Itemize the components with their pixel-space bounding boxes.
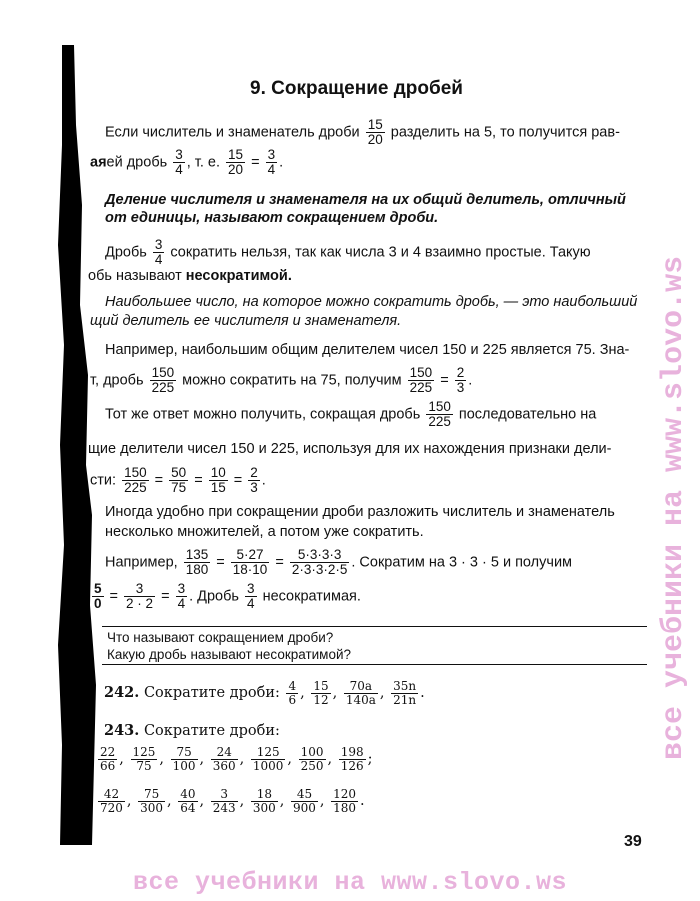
fraction: $\frac{24}{360}$	[212, 745, 236, 773]
fraction: $\frac{45}{900}$	[293, 787, 316, 815]
side-watermark	[645, 0, 695, 770]
fraction: $\frac{2}{3}$	[250, 465, 258, 496]
fraction: $\frac{5\cdot 27}{18\cdot 10}$	[232, 547, 268, 578]
paragraph-line: обь называют несократимой.	[88, 268, 292, 284]
fraction: $\frac{3}{2 \cdot 2}$	[126, 581, 154, 612]
question-line: Что называют сокращением дроби?	[107, 630, 334, 645]
fraction: $\frac{15}{20}$	[367, 117, 383, 148]
paragraph-line: несколько множителей, а потом уже сократить.	[105, 524, 424, 540]
paragraph-line: щие делители чисел 150 и 225, используя для их нахождения признаки дели-	[88, 441, 612, 457]
definition-line: Деление числителя и знаменателя на их общий делитель, отличный	[105, 192, 626, 208]
fraction: $\frac{3}{243}$	[212, 787, 236, 815]
fraction: $\frac{2}{3}$	[456, 365, 465, 396]
fraction: $\frac{5}{0}$	[94, 581, 102, 612]
fraction: $\frac{75}{100}$	[172, 745, 196, 773]
fraction: $\frac{120}{180}$	[333, 787, 357, 815]
definition-line: от единицы, называют сокращением дроби.	[105, 210, 439, 226]
bottom-watermark: все учебники на www.slovo.ws	[132, 868, 568, 897]
exercise-243-row-b: $\frac{42}{720}$ , $\frac{75}{300}$ , $\frac{40}{64}$ , $\frac{3}{243}$ , $\frac{18}{300}$ , $\frac{45}{900}$ , $\frac{120}{180}$ .	[100, 787, 365, 815]
paragraph-line: Если числитель и знаменатель дроби $\frac{15}{20}$ разделить на 5, то получится рав-	[105, 117, 620, 148]
fraction: $\frac{4}{6}$	[288, 679, 297, 707]
paragraph-line: т, дробь $\frac{150}{225}$ можно сократить на 75, получим $\frac{150}{225}$ = $\frac{2}{3}$ .	[90, 365, 473, 396]
exercise-text: Сократите дроби:	[143, 723, 280, 739]
fraction: $\frac{3}{4}$	[247, 581, 255, 612]
svg-text:все учебники на www.slovo.ws: все учебники на www.slovo.ws	[657, 255, 691, 760]
fraction: $\frac{15}{20}$	[228, 147, 244, 178]
paragraph-line: Тот же ответ можно получить, сокращая дробь $\frac{150}{225}$ последовательно на	[105, 399, 597, 430]
exercise-243	[104, 722, 280, 739]
exercise-number: 243.	[104, 722, 140, 739]
exercise-text: Сократите дроби:	[143, 685, 280, 702]
fraction: $\frac{42}{720}$	[100, 787, 123, 815]
paragraph-line: Дробь $\frac{3}{4}$ сократить нельзя, так как числа 3 и 4 взаимно простые. Такую	[105, 237, 591, 268]
page-number: 39	[624, 833, 642, 850]
paragraph-line: $\frac{5}{0}$ = $\frac{3}{2 \cdot 2}$ = $\frac{3}{4}$ . Дробь $\frac{3}{4}$ несократимая.	[94, 581, 361, 612]
fraction: $\frac{125}{75}$	[132, 745, 156, 773]
fraction: $\frac{150}{225}$	[124, 465, 147, 496]
fraction: $\frac{100}{250}$	[300, 745, 324, 773]
fraction: $\frac{150}{225}$	[428, 399, 451, 430]
fraction: $\frac{15}{12}$	[313, 679, 329, 707]
question-line: Какую дробь называют несократимой?	[107, 647, 352, 662]
fraction: $\frac{3}{4}$	[177, 581, 186, 612]
fraction: $\frac{40}{64}$	[180, 787, 196, 815]
fraction: $\frac{5\cdot 3\cdot 3\cdot 3}{2\cdot 3\cdot 3\cdot 2\cdot 5}$	[291, 547, 348, 578]
paragraph-line: сти: $\frac{150}{225}$ = $\frac{50}{75}$ = $\frac{10}{15}$ = $\frac{2}{3}$ .	[90, 465, 266, 496]
exercise-242: 242. Сократите дроби: $\frac{4}{6}$ , $\frac{15}{12}$ , $\frac{70a}{140a}$ , $\frac{35n}{21n}$ .	[104, 679, 425, 707]
fraction: $\frac{198}{126}$	[340, 745, 364, 773]
paragraph-line: Иногда удобно при сокращении дроби разложить числитель и знаменатель	[105, 504, 615, 520]
fraction: $\frac{135}{180}$	[185, 547, 209, 578]
fraction: $\frac{125}{1000}$	[252, 745, 284, 773]
fraction: $\frac{3}{4}$	[175, 147, 183, 178]
fraction: $\frac{70a}{140a}$	[345, 679, 376, 707]
exercise-number: 242.	[104, 684, 140, 702]
paragraph-line: щий делитель ее числителя и знаменателя.	[90, 313, 402, 329]
fraction: $\frac{75}{300}$	[140, 787, 164, 815]
fraction: $\frac{50}{75}$	[171, 465, 187, 496]
questions-bottom-rule	[102, 664, 647, 665]
paragraph-line: Наибольшее число, на которое можно сократить дробь, — это наибольший	[105, 294, 638, 310]
fraction: $\frac{10}{15}$	[210, 465, 226, 496]
fraction: $\frac{35n}{21n}$	[393, 679, 417, 707]
paragraph-line: Например, $\frac{135}{180}$ = $\frac{5\cdot 27}{18\cdot 10}$ = $\frac{5\cdot 3\cdot 3\cdot 3}{2\cdot 3\cdot 3\cdot 2\cdot 5}$ . Сократим на 3 · 3 · 5 и получим	[105, 547, 573, 578]
section-title: 9. Сокращение дробей	[250, 78, 463, 99]
fraction: $\frac{150}{225}$	[151, 365, 175, 396]
fraction: $\frac{22}{66}$	[100, 745, 116, 773]
exercise-243-row-a: $\frac{22}{66}$ , $\frac{125}{75}$ , $\frac{75}{100}$ , $\frac{24}{360}$ , $\frac{125}{1000}$ , $\frac{100}{250}$ , $\frac{198}{126}$ ;	[100, 745, 373, 773]
paragraph-line: Например, наибольшим общим делителем чисел 150 и 225 является 75. Зна-	[105, 342, 630, 358]
fraction: $\frac{150}{225}$	[409, 365, 433, 396]
fraction: $\frac{3}{4}$	[154, 237, 163, 268]
questions-top-rule	[102, 626, 647, 627]
fraction: $\frac{3}{4}$	[267, 147, 276, 178]
fraction: $\frac{18}{300}$	[252, 787, 276, 815]
paragraph-line: аяей дробь $\frac{3}{4}$ , т. е. $\frac{15}{20}$ = $\frac{3}{4}$ .	[90, 147, 284, 178]
